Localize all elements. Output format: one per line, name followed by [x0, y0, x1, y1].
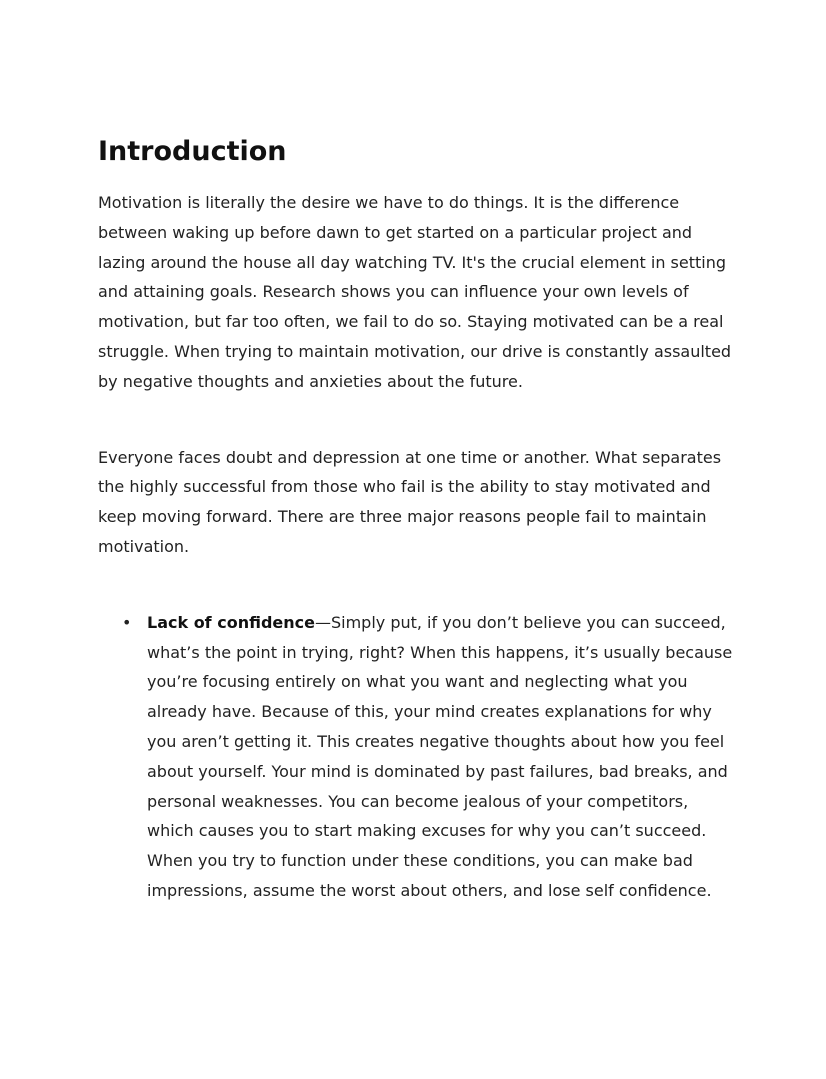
bullet-term: Lack of confidence: [147, 612, 315, 632]
intro-paragraph-1: Motivation is literally the desire we have to do things. It is the difference between waking up before dawn to get started on a particular project and lazing around the house all day watching TV. It's the crucial element in setting and attaining goals. Research shows you can influence your own levels of motivation, but far too often, we fail to do so. Staying motivated can be a real struggle. When trying to maintain motivation, our drive is constantly assaulted by negative thoughts and anxieties about the future.: [98, 193, 732, 391]
intro-paragraph-2: Everyone faces doubt and depression at one time or another. What separates the highly successful from those who fail is the ability to stay motivated and keep moving forward. There are three major reasons people fail to maintain motivation.: [98, 447, 722, 556]
page-title: Introduction: [98, 136, 287, 167]
document-page: [98, 134, 738, 906]
bullet-text: —Simply put, if you don’t believe you can succeed, what’s the point in trying, right? When this happens, it’s usually because you’re focusing entirely on what you want and neglecting what you already have. Because of this, your mind creates explanations for why you aren’t getting it. This creates negative thoughts about how you feel about yourself. Your mind is dominated by past failures, bad breaks, and personal weaknesses. You can become jealous of your competitors, which causes you to start making excuses for why you can’t succeed. When you try to function under these conditions, you can make bad impressions, assume the worst about others, and lose self confidence.: [147, 612, 733, 900]
bullet-icon: •: [122, 612, 132, 632]
list-item: [98, 608, 738, 906]
reasons-list: [98, 608, 738, 906]
